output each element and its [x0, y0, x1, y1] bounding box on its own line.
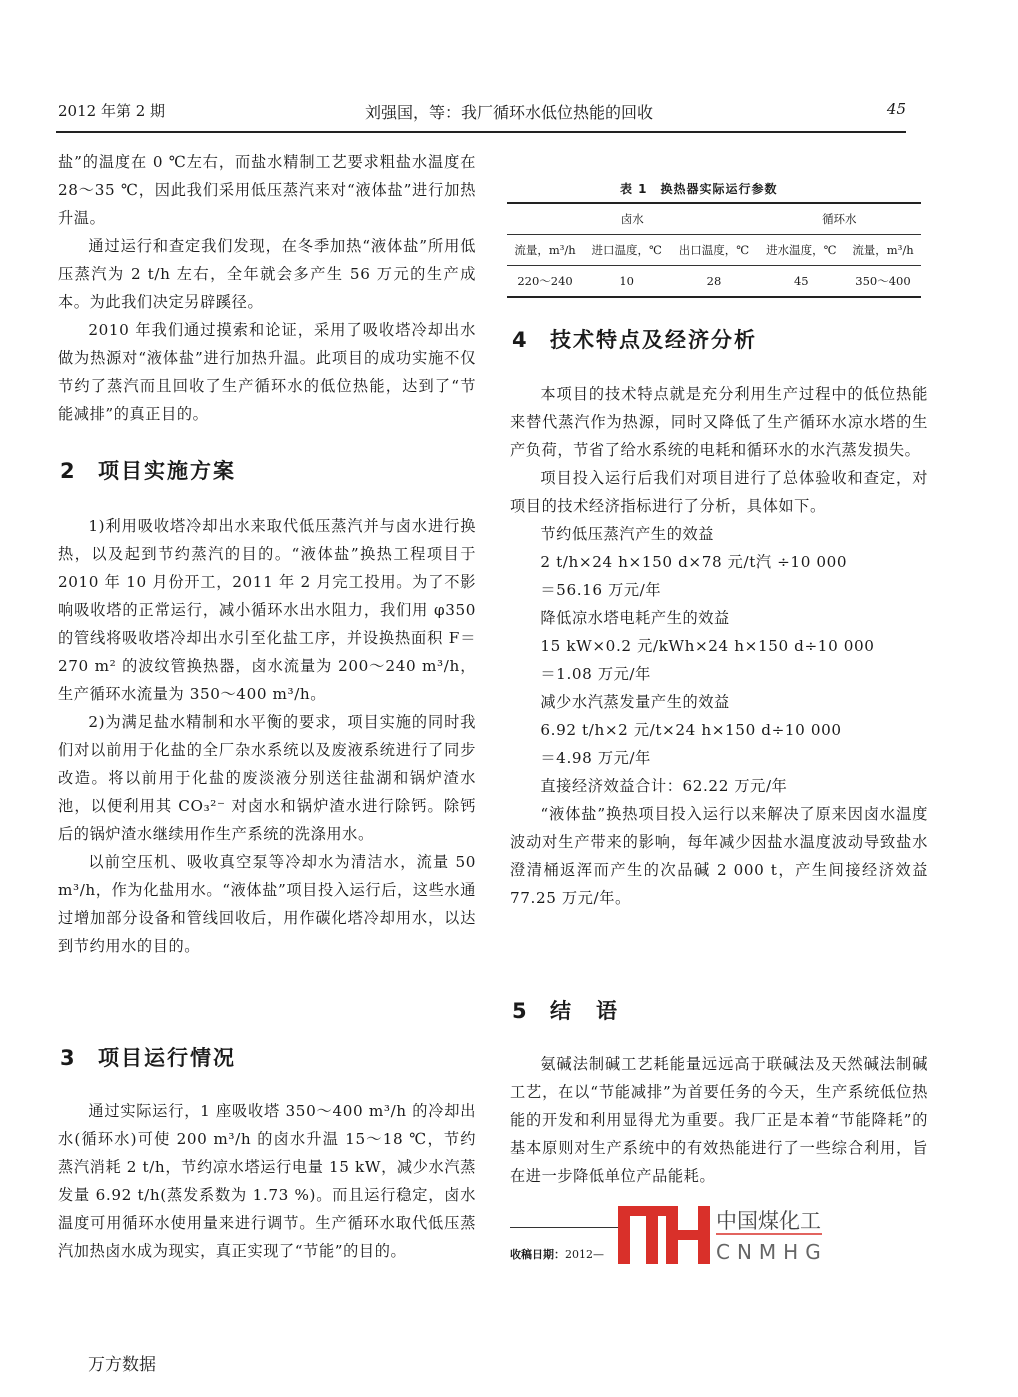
running-title: 刘强国，等：我厂循环水低位热能的回收 — [365, 103, 654, 122]
running-header — [58, 100, 906, 124]
received-date — [510, 1246, 604, 1262]
calc-line: 减少水汽蒸发量产生的效益 — [540, 693, 730, 711]
paragraph: “液体盐”换热项目投入运行以来解决了原来因卤水温度波动对生产带来的影响，每年减少因盐水温度波动导致盐水澄清桶返浑而产生的次品碱 2 000 t，产生间接经济效益 77.25 万元/年。 — [510, 805, 928, 907]
section-heading-3 — [60, 1042, 236, 1072]
page-number: 45 — [886, 100, 906, 118]
section-4-body — [510, 380, 928, 912]
header-rule — [56, 131, 906, 133]
paragraph: 盐”的温度在 0 ℃左右，而盐水精制工艺要求粗盐水温度在 28～35 ℃，因此我们采用低压蒸汽来对“液体盐”进行加热升温。 — [58, 153, 476, 227]
table-column-header: 出口温度，℃ — [678, 243, 750, 257]
paragraph: 以前空压机、吸收真空泵等冷却水为清洁水，流量 50 m³/h，作为化盐用水。“液体盐”项目投入运行后，这些水通过增加部分设备和管线回收后，用作碳化塔冷却用水，以达到节约用水的目的。 — [58, 853, 476, 955]
section-heading-4 — [512, 324, 757, 354]
section-number: 5 — [512, 999, 529, 1023]
calc-line: ＝1.08 万元/年 — [540, 665, 651, 683]
table-group-header: 卤水 — [507, 203, 758, 235]
calc-line: ＝4.98 万元/年 — [540, 749, 651, 767]
left-column — [58, 148, 476, 428]
logo-en-text: CNMHG — [716, 1240, 828, 1264]
table-cell: 220～240 — [517, 274, 573, 288]
section-2-body — [58, 512, 476, 960]
issue-label: 2012 年第 2 期 — [58, 102, 166, 120]
table-cell: 10 — [619, 274, 634, 288]
footnote-rule — [510, 1227, 620, 1228]
paragraph: 1)利用吸收塔冷却出水来取代低压蒸汽并与卤水进行换热，以及起到节约蒸汽的目的。“液体盐”换热工程项目于 2010 年 10 月份开工，2011 年 2 月完工投用。为了不影响吸收塔的正常运行，减小循环水出水阻力，我们用 φ350 的管线将吸收塔冷却出水引至化盐工序，并设换热面积 F＝270 m² 的波纹管换热器，卤水流量为 200～240 m³/h，生产循环水流量为 350～400 m³/h。 — [58, 517, 476, 703]
calc-line: ＝56.16 万元/年 — [540, 581, 662, 599]
section-title: 项目运行情况 — [98, 1046, 236, 1070]
calc-line: 直接经济效益合计：62.22 万元/年 — [540, 777, 788, 795]
received-value: 2012— — [565, 1248, 604, 1261]
table-cell: 45 — [793, 274, 809, 288]
table-1 — [507, 202, 921, 298]
table-group-header: 循环水 — [758, 203, 921, 235]
paragraph: 项目投入运行后我们对项目进行了总体验收和查定，对项目的技术经济指标进行了分析，具体如下。 — [510, 469, 928, 515]
table-cell: 28 — [706, 274, 722, 288]
calc-line: 降低凉水塔电耗产生的效益 — [540, 609, 730, 627]
logo-cn-text: 中国煤化工 — [716, 1209, 821, 1233]
paragraph: 2010 年我们通过摸索和论证，采用了吸收塔冷却出水做为热源对“液体盐”进行加热升温。此项目的成功实施不仅节约了蒸汽而且回收了生产循环水的低位热能，达到了“节能减排”的真正目的。 — [58, 321, 476, 423]
section-5-body — [510, 1050, 928, 1190]
section-number: 4 — [512, 328, 529, 352]
paragraph: 通过运行和查定我们发现，在冬季加热“液体盐”所用低压蒸汽为 2 t/h 左右，全年就会多产生 56 万元的生产成本。为此我们决定另辟蹊径。 — [58, 237, 476, 311]
section-3-body — [58, 1097, 476, 1265]
table-column-header: 进口温度，℃ — [591, 243, 662, 257]
table-row — [507, 266, 921, 298]
paragraph: 氨碱法制碱工艺耗能量远远高于联碱法及天然碱法制碱工艺，在以“节能减排”为首要任务的今天，生产系统低位热能的开发和利用显得尤为重要。我厂正是本着“节能降耗”的基本原则对生产系统中的有效热能进行了一些综合利用，旨在进一步降低单位产品能耗。 — [510, 1055, 928, 1185]
table-caption: 表 1 换热器实际运行参数 — [620, 182, 778, 196]
calc-line: 15 kW×0.2 元/kWh×24 h×150 d÷10 000 — [540, 637, 875, 655]
table-cell: 350～400 — [855, 274, 911, 288]
mh-logo-icon — [612, 1204, 832, 1266]
section-heading-5 — [512, 995, 619, 1025]
section-title: 技术特点及经济分析 — [550, 328, 757, 352]
table-column-header: 流量，m³/h — [514, 243, 576, 257]
table-column-header: 进水温度，℃ — [766, 243, 837, 257]
paragraph: 本项目的技术特点就是充分利用生产过程中的低位热能来替代蒸汽作为热源，同时又降低了生产循环水凉水塔的生产负荷，节省了给水系统的电耗和循环水的水汽蒸发损失。 — [510, 385, 928, 459]
paragraph: 通过实际运行，1 座吸收塔 350～400 m³/h 的冷却出水(循环水)可使 200 m³/h 的卤水升温 15～18 ℃，节约蒸汽消耗 2 t/h，节约凉水塔运行电量 15 kW，减少水汽蒸发量 6.92 t/h(蒸发系数为 1.73 %)。而且运行稳定，卤水温度可用循环水使用量来进行调节。生产循环水取代低压蒸汽加热卤水成为现实，真正实现了“节能”的目的。 — [58, 1102, 476, 1260]
table-column-header: 流量，m³/h — [852, 243, 914, 257]
calc-line: 6.92 t/h×2 元/t×24 h×150 d÷10 000 — [540, 721, 842, 739]
paragraph: 2)为满足盐水精制和水平衡的要求，项目实施的同时我们对以前用于化盐的全厂杂水系统以及废液系统进行了同步改造。将以前用于化盐的废淡液分别送往盐湖和锅炉渣水池，以便利用其 CO₃²⁻ 对卤水和锅炉渣水进行除钙。除钙后的锅炉渣水继续用作生产系统的洗涤用水。 — [58, 713, 476, 843]
section-heading-2 — [60, 455, 236, 485]
calc-line: 节约低压蒸汽产生的效益 — [540, 525, 715, 543]
calc-line: 2 t/h×24 h×150 d×78 元/t汽 ÷10 000 — [540, 553, 848, 571]
section-title: 结 语 — [550, 999, 619, 1023]
cnmhg-logo — [612, 1204, 832, 1266]
wanfang-watermark: 万方数据 — [88, 1355, 156, 1375]
received-label: 收稿日期： — [510, 1248, 565, 1261]
section-number: 3 — [60, 1046, 77, 1070]
section-title: 项目实施方案 — [98, 459, 236, 483]
section-number: 2 — [60, 459, 77, 483]
